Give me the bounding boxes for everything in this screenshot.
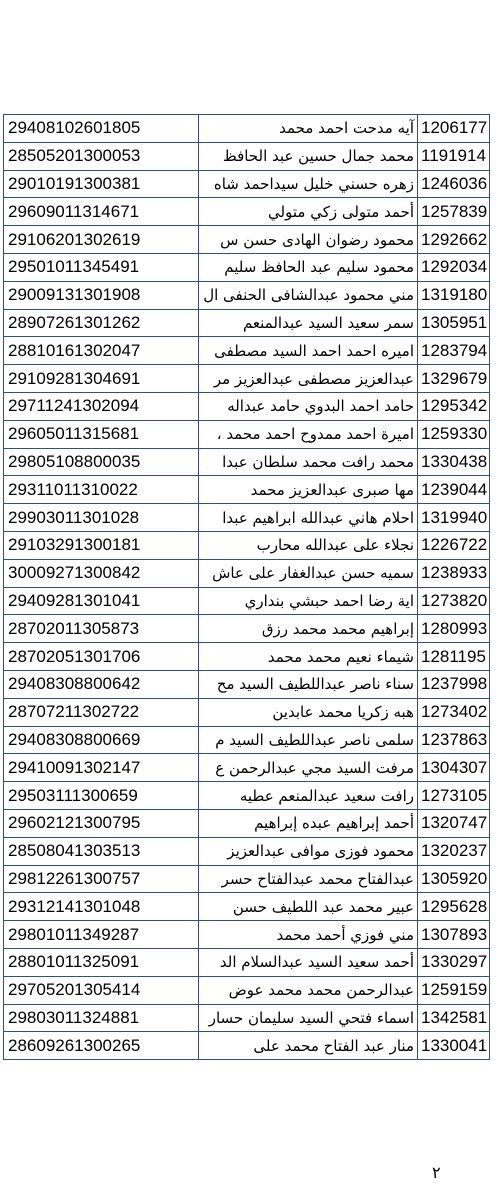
name-cell: محمود رضوان الهادى حسن س	[199, 226, 418, 254]
national-id-cell: 29711241302094	[4, 392, 199, 420]
name-cell: سناء ناصر عبداللطيف السيد مح	[199, 670, 418, 698]
name-cell: اية رضا احمد حبشي بنداري	[199, 587, 418, 615]
name-cell: رافت سعيد عبدالمنعم عطيه	[199, 782, 418, 810]
code-cell: 1259330	[418, 420, 490, 448]
records-table-body	[4, 115, 490, 1060]
table-row	[4, 782, 490, 810]
code-cell: 1295342	[418, 392, 490, 420]
code-cell: 1292034	[418, 253, 490, 281]
table-row	[4, 309, 490, 337]
code-cell: 1295628	[418, 893, 490, 921]
name-cell: مني محمود عبدالشافى الحنفى ال	[199, 281, 418, 309]
code-cell: 1330438	[418, 448, 490, 476]
national-id-cell: 28707211302722	[4, 698, 199, 726]
table-row	[4, 226, 490, 254]
national-id-cell: 28609261300265	[4, 1032, 199, 1060]
national-id-cell: 29009131301908	[4, 281, 199, 309]
table-row	[4, 559, 490, 587]
national-id-cell: 29408308800669	[4, 726, 199, 754]
code-cell: 1320747	[418, 809, 490, 837]
code-cell: 1237998	[418, 670, 490, 698]
table-row	[4, 281, 490, 309]
national-id-cell: 29109281304691	[4, 365, 199, 393]
code-cell: 1273820	[418, 587, 490, 615]
code-cell: 1319180	[418, 281, 490, 309]
name-cell: اميرة احمد ممدوح احمد محمد ،	[199, 420, 418, 448]
national-id-cell: 28505201300053	[4, 142, 199, 170]
national-id-cell: 29609011314671	[4, 198, 199, 226]
code-cell: 1342581	[418, 1004, 490, 1032]
national-id-cell: 29602121300795	[4, 809, 199, 837]
table-row	[4, 170, 490, 198]
code-cell: 1319940	[418, 504, 490, 532]
name-cell: هبه زكريا محمد عابدين	[199, 698, 418, 726]
code-cell: 1281195	[418, 643, 490, 671]
name-cell: محمد رافت محمد سلطان عبدا	[199, 448, 418, 476]
name-cell: حامد احمد البدوي حامد عبداله	[199, 392, 418, 420]
national-id-cell: 29805108800035	[4, 448, 199, 476]
code-cell: 1305951	[418, 309, 490, 337]
name-cell: احلام هاني عبدالله ابراهيم عبدا	[199, 504, 418, 532]
table-row	[4, 921, 490, 949]
table-row	[4, 643, 490, 671]
table-row	[4, 1032, 490, 1060]
national-id-cell: 28801011325091	[4, 948, 199, 976]
national-id-cell: 29503111300659	[4, 782, 199, 810]
national-id-cell: 28702051301706	[4, 643, 199, 671]
table-row	[4, 948, 490, 976]
table-row	[4, 726, 490, 754]
code-cell: 1329679	[418, 365, 490, 393]
table-row	[4, 476, 490, 504]
code-cell: 1283794	[418, 337, 490, 365]
name-cell: محمد جمال حسين عبد الحافظ	[199, 142, 418, 170]
records-table	[3, 114, 490, 1060]
code-cell: 1330297	[418, 948, 490, 976]
national-id-cell: 29605011315681	[4, 420, 199, 448]
name-cell: عبير محمد عبد اللطيف حسن	[199, 893, 418, 921]
code-cell: 1238933	[418, 559, 490, 587]
code-cell: 1273402	[418, 698, 490, 726]
code-cell: 1206177	[418, 115, 490, 143]
national-id-cell: 29803011324881	[4, 1004, 199, 1032]
national-id-cell: 28907261301262	[4, 309, 199, 337]
national-id-cell: 29408102601805	[4, 115, 199, 143]
table-row	[4, 531, 490, 559]
page-number: ٢	[432, 1163, 441, 1182]
national-id-cell: 29812261300757	[4, 865, 199, 893]
table-row	[4, 837, 490, 865]
national-id-cell: 29010191300381	[4, 170, 199, 198]
national-id-cell: 28508041303513	[4, 837, 199, 865]
national-id-cell: 30009271300842	[4, 559, 199, 587]
table-row	[4, 198, 490, 226]
table-row	[4, 1004, 490, 1032]
national-id-cell: 29311011310022	[4, 476, 199, 504]
code-cell: 1330041	[418, 1032, 490, 1060]
name-cell: أحمد متولى زكي متولي	[199, 198, 418, 226]
name-cell: إبراهيم محمد محمد رزق	[199, 615, 418, 643]
code-cell: 1239044	[418, 476, 490, 504]
table-row	[4, 448, 490, 476]
name-cell: سلمى ناصر عبداللطيف السيد م	[199, 726, 418, 754]
code-cell: 1307893	[418, 921, 490, 949]
national-id-cell: 29801011349287	[4, 921, 199, 949]
name-cell: سمر سعيد السيد عبدالمنعم	[199, 309, 418, 337]
name-cell: مني فوزي أحمد محمد	[199, 921, 418, 949]
national-id-cell: 29410091302147	[4, 754, 199, 782]
table-row	[4, 754, 490, 782]
name-cell: سميه حسن عبدالغفار على عاش	[199, 559, 418, 587]
code-cell: 1273105	[418, 782, 490, 810]
table-row	[4, 420, 490, 448]
national-id-cell: 28810161302047	[4, 337, 199, 365]
name-cell: مها صبرى عبدالعزيز محمد	[199, 476, 418, 504]
national-id-cell: 29312141301048	[4, 893, 199, 921]
national-id-cell: 29409281301041	[4, 587, 199, 615]
name-cell: أحمد سعيد السيد عبدالسلام الد	[199, 948, 418, 976]
code-cell: 1280993	[418, 615, 490, 643]
code-cell: 1292662	[418, 226, 490, 254]
table-row	[4, 392, 490, 420]
code-cell: 1246036	[418, 170, 490, 198]
name-cell: منار عبد الفتاح محمد على	[199, 1032, 418, 1060]
name-cell: آيه مدحت احمد محمد	[199, 115, 418, 143]
table-row	[4, 865, 490, 893]
table-row	[4, 365, 490, 393]
code-cell: 1257839	[418, 198, 490, 226]
name-cell: زهره حسني خليل سيداحمد شاه	[199, 170, 418, 198]
table-row	[4, 698, 490, 726]
name-cell: عبدالعزيز مصطفى عبدالعزيز مر	[199, 365, 418, 393]
table-row	[4, 670, 490, 698]
name-cell: اميره احمد احمد السيد مصطفى	[199, 337, 418, 365]
code-cell: 1320237	[418, 837, 490, 865]
table-row	[4, 893, 490, 921]
name-cell: محمود سليم عبد الحافظ سليم	[199, 253, 418, 281]
national-id-cell: 28702011305873	[4, 615, 199, 643]
table-row	[4, 809, 490, 837]
name-cell: عبدالفتاح محمد عبدالفتاح حسر	[199, 865, 418, 893]
name-cell: محمود فوزى موافى عبدالعزيز	[199, 837, 418, 865]
code-cell: 1259159	[418, 976, 490, 1004]
name-cell: شيماء نعيم محمد محمد	[199, 643, 418, 671]
national-id-cell: 29705201305414	[4, 976, 199, 1004]
table-row	[4, 115, 490, 143]
name-cell: اسماء فتحي السيد سليمان حسار	[199, 1004, 418, 1032]
name-cell: عبدالرحمن محمد محمد عوض	[199, 976, 418, 1004]
table-row	[4, 976, 490, 1004]
name-cell: مرفت السيد مجي عبدالرحمن ع	[199, 754, 418, 782]
national-id-cell: 29408308800642	[4, 670, 199, 698]
name-cell: أحمد إبراهيم عبده إبراهيم	[199, 809, 418, 837]
table-row	[4, 504, 490, 532]
code-cell: 1226722	[418, 531, 490, 559]
code-cell: 1305920	[418, 865, 490, 893]
national-id-cell: 29501011345491	[4, 253, 199, 281]
table-row	[4, 337, 490, 365]
table-row	[4, 587, 490, 615]
name-cell: نجلاء على عبدالله محارب	[199, 531, 418, 559]
national-id-cell: 29103291300181	[4, 531, 199, 559]
code-cell: 1191914	[418, 142, 490, 170]
table-row	[4, 615, 490, 643]
table-row	[4, 142, 490, 170]
code-cell: 1304307	[418, 754, 490, 782]
national-id-cell: 29903011301028	[4, 504, 199, 532]
code-cell: 1237863	[418, 726, 490, 754]
table-row	[4, 253, 490, 281]
national-id-cell: 29106201302619	[4, 226, 199, 254]
